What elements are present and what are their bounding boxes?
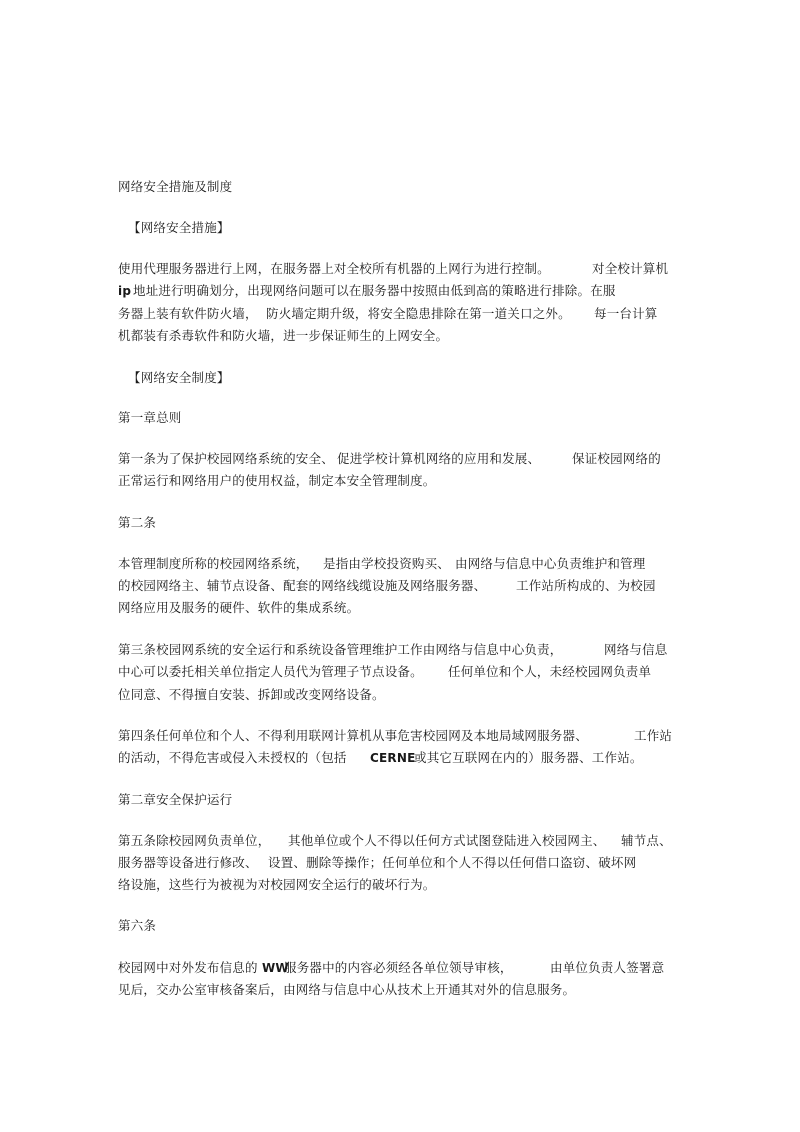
- text-run: 务器上装有软件防火墙，: [118, 306, 258, 321]
- text-line: 络设施，这些行为被视为对校园网安全运行的破坏行为。: [118, 877, 436, 892]
- section-heading-rules: 【网络安全制度】: [128, 370, 230, 385]
- text-run: 第三条校园网系统的安全运行和系统设备管理维护工作由网络与信息中心负责，: [118, 642, 563, 657]
- text-run: 设置、删除等操作；任何单位和个人不得以任何借口盗窃、破坏网: [268, 855, 637, 870]
- text-run: 的活动，不得危害或侵入未授权的（包括: [118, 750, 347, 765]
- text-run: 第四条任何单位和个人、不得利用联网计算机从事危害校园网及本地局域网服务器、: [118, 728, 588, 743]
- text-run: 服务器中的内容必须经各单位领导审核，: [284, 960, 513, 975]
- text-run: 网络与信息: [604, 642, 668, 657]
- text-run: 校园网中对外发布信息的: [118, 960, 258, 975]
- text-run: 辅节点、: [621, 833, 672, 848]
- text-run: 或其它互联网在内的）服务器、工作站。: [414, 750, 643, 765]
- text-run: 的校园网络主、辅节点设备、配套的网络线缆设施及网络服务器、: [118, 578, 487, 593]
- text-run: 第一条为了保护校园网络系统的安全、: [118, 451, 334, 466]
- text-run: 其他单位或个人不得以任何方式试图登陆进入校园网主、: [288, 833, 606, 848]
- text-run: 本管理制度所称的校园网络系统，: [118, 556, 309, 571]
- text-run: 防火墙定期升级，将安全隐患排除在第一道关口之外。: [266, 306, 571, 321]
- text-line: 位同意、不得擅自安装、拆卸或改变网络设备。: [118, 687, 385, 702]
- text-run-bold: CERNE: [370, 751, 416, 765]
- text-run: 由单位负责人签署意: [550, 960, 665, 975]
- article-heading: 第二条: [118, 515, 157, 530]
- text-run: 工作站: [634, 728, 673, 743]
- text-run: 工作站所构成的、为校园: [516, 578, 656, 593]
- text-run: 促进学校计算机网络的应用和发展、: [337, 451, 541, 466]
- text-run: 任何单位和个人，未经校园网负责单: [448, 664, 652, 679]
- text-run: 对全校计算机: [592, 261, 669, 276]
- text-line: 网络应用及服务的硬件、软件的集成系统。: [118, 600, 360, 615]
- text-run: 由网络与信息中心负责维护和管理: [455, 556, 646, 571]
- text-line: 见后，交办公室审核备案后，由网络与信息中心从技术上开通其对外的信息服务。: [118, 982, 576, 997]
- text-run: 保证校园网络的: [572, 451, 661, 466]
- section-heading-measures: 【网络安全措施】: [128, 220, 230, 235]
- article-heading: 第六条: [118, 918, 157, 933]
- chapter-heading: 第一章总则: [118, 410, 182, 425]
- text-run: 地址进行明确划分，出现网络问题可以在服务器中按照由低到高的策略进行排除。在服: [133, 283, 616, 298]
- text-run: 每一台计算: [594, 306, 658, 321]
- text-run: 中心可以委托相关单位指定人员代为管理子节点设备。: [118, 664, 423, 679]
- text-run: 第五条除校园网负责单位，: [118, 833, 271, 848]
- text-run-bold: WW: [262, 961, 289, 975]
- document-title: 网络安全措施及制度: [118, 179, 233, 194]
- chapter-heading: 第二章安全保护运行: [118, 792, 233, 807]
- text-line: 机都装有杀毒软件和防火墙，进一步保证师生的上网安全。: [118, 328, 449, 343]
- text-line: 正常运行和网络用户的使用权益，制定本安全管理制度。: [118, 473, 436, 488]
- text-run: 服务器等设备进行修改、: [118, 855, 258, 870]
- text-run-bold: ip: [118, 284, 132, 298]
- text-run: 使用代理服务器进行上网，在服务器上对全校所有机器的上网行为进行控制。: [118, 261, 550, 276]
- text-run: 是指由学校投资购买、: [323, 556, 451, 571]
